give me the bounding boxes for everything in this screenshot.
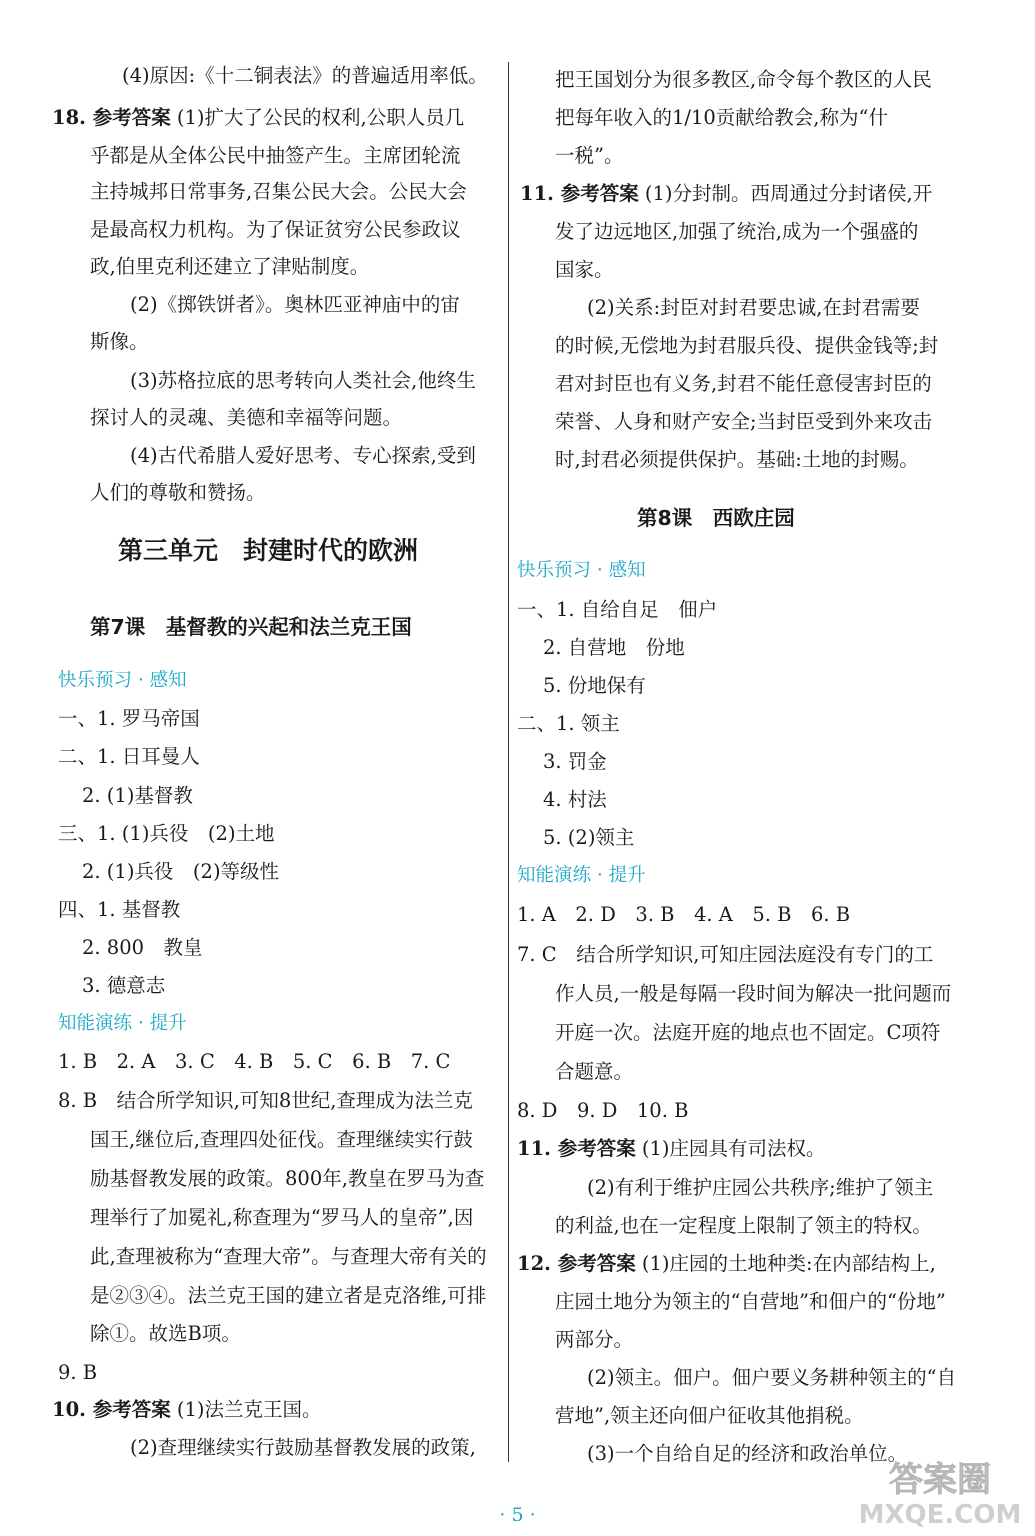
- answer-label: 11. 参考答案: [520, 182, 639, 205]
- text-line: 9. B: [58, 1361, 98, 1384]
- text-line: (4)古代希腊人爱好思考、专心探索,受到: [130, 444, 476, 467]
- unit-title: 第三单元 封建时代的欧洲: [118, 536, 419, 565]
- answer-label: 10. 参考答案: [52, 1398, 171, 1421]
- text-line: 二、1. 领主: [517, 712, 620, 735]
- answer-text: (1)扩大了公民的权利,公职人员几: [170, 106, 465, 129]
- text-line: 斯像。: [90, 330, 149, 353]
- text-line: 国王,继位后,查理四处征伐。查理继续实行鼓: [90, 1128, 473, 1151]
- text-line: 的利益,也在一定程度上限制了领主的特权。: [555, 1214, 932, 1237]
- text-line: (4)原因:《十二铜表法》的普遍适用率低。: [122, 64, 488, 87]
- text-line: 2. (1)兵役 (2)等级性: [82, 860, 280, 883]
- text-line: 的时候,无偿地为封君服兵役、提供金钱等;封: [555, 334, 939, 357]
- answer-text: (1)法兰克王国。: [170, 1398, 322, 1421]
- text-line: 合题意。: [555, 1060, 634, 1083]
- text-line: 一、1. 罗马帝国: [58, 707, 200, 730]
- text-line: (2)领主。佃户。佃户要义务耕种领主的“自: [587, 1366, 957, 1389]
- text-line: 二、1. 日耳曼人: [58, 745, 200, 768]
- text-line: 两部分。: [555, 1328, 634, 1351]
- text-line: 此,查理被称为“查理大帝”。与查理大帝有关的: [90, 1245, 487, 1268]
- text-line: 3. 德意志: [82, 974, 166, 997]
- text-line: (3)苏格拉底的思考转向人类社会,他终生: [130, 369, 476, 392]
- watermark-text-cn: 答案圈: [889, 1460, 991, 1500]
- column-divider: [508, 62, 509, 1462]
- text-line: 是②③④。法兰克王国的建立者是克洛维,可排: [90, 1284, 487, 1307]
- text-line: 一税”。: [555, 144, 624, 167]
- answer-label: 11. 参考答案: [517, 1137, 636, 1160]
- text-line: 主持城邦日常事务,召集公民大会。公民大会: [90, 180, 467, 203]
- text-line: 把每年收入的1/10贡献给教会,称为“什: [555, 106, 888, 129]
- text-line: 2. (1)基督教: [82, 784, 193, 807]
- answer-line: [517, 1131, 826, 1167]
- text-line: 发了边远地区,加强了统治,成为一个强盛的: [555, 220, 919, 243]
- section-heading: 快乐预习 · 感知: [517, 560, 646, 581]
- section-heading: 快乐预习 · 感知: [58, 670, 187, 691]
- text-line: 2. 800 教皇: [82, 936, 203, 959]
- lesson-title: 第8课 西欧庄园: [637, 506, 795, 530]
- text-line: 作人员,一般是每隔一段时间为解决一批问题而: [555, 982, 952, 1005]
- text-line: 四、1. 基督教: [58, 898, 181, 921]
- text-line: 8. B 结合所学知识,可知8世纪,查理成为法兰克: [58, 1089, 473, 1112]
- text-line: 荣誉、人身和财产安全;当封臣受到外来攻击: [555, 410, 933, 433]
- text-line: 政,伯里克利还建立了津贴制度。: [90, 255, 370, 278]
- answer-text: (1)庄园的土地种类:在内部结构上,: [635, 1252, 936, 1275]
- lesson-title: 第7课 基督教的兴起和法兰克王国: [90, 615, 412, 639]
- section-heading: 知能演练 · 提升: [517, 865, 646, 886]
- text-line: 时,封君必须提供保护。基础:土地的封赐。: [555, 448, 919, 471]
- text-line: 2. 自营地 份地: [543, 636, 685, 659]
- answer-text: (1)庄园具有司法权。: [635, 1137, 826, 1160]
- text-line: 乎都是从全体公民中抽签产生。主席团轮流: [90, 144, 461, 167]
- text-line: (3)一个自给自足的经济和政治单位。: [587, 1442, 908, 1465]
- text-line: 是最高权力机构。为了保证贫穷公民参政议: [90, 218, 461, 241]
- answer-line: [52, 100, 464, 136]
- text-line: 开庭一次。法庭开庭的地点也不固定。C项符: [555, 1021, 941, 1044]
- text-line: (2)关系:封臣对封君要忠诚,在封君需要: [587, 296, 920, 319]
- answer-line: [52, 1392, 322, 1428]
- text-line: 君对封臣也有义务,封君不能任意侵害封臣的: [555, 372, 932, 395]
- text-line: 探讨人的灵魂、美德和幸福等问题。: [90, 406, 403, 429]
- section-heading: 知能演练 · 提升: [58, 1013, 187, 1034]
- text-line: (2)查理继续实行鼓励基督教发展的政策,: [130, 1436, 476, 1459]
- text-line: 1. B 2. A 3. C 4. B 5. C 6. B 7. C: [58, 1050, 451, 1073]
- text-line: 8. D 9. D 10. B: [517, 1099, 689, 1122]
- text-line: 除①。故选B项。: [90, 1322, 241, 1345]
- text-line: 励基督教发展的政策。800年,教皇在罗马为查: [90, 1167, 485, 1190]
- watermark-logo: [845, 1455, 1025, 1530]
- text-line: 三、1. (1)兵役 (2)土地: [58, 822, 275, 845]
- watermark-text-en: MXQE.COM: [858, 1500, 1022, 1530]
- text-line: 3. 罚金: [543, 750, 607, 773]
- text-line: 理举行了加冕礼,称查理为“罗马人的皇帝”,因: [90, 1206, 474, 1229]
- text-line: 国家。: [555, 258, 614, 281]
- answer-label: 12. 参考答案: [517, 1252, 636, 1275]
- text-line: (2)《掷铁饼者》。奥林匹亚神庙中的宙: [130, 293, 460, 316]
- text-line: 人们的尊敬和赞扬。: [90, 481, 266, 504]
- text-line: 5. (2)领主: [543, 826, 635, 849]
- answer-line: [520, 176, 932, 212]
- text-line: 庄园土地分为领主的“自营地”和佃户的“份地”: [555, 1290, 946, 1313]
- text-line: 7. C 结合所学知识,可知庄园法庭没有专门的工: [517, 943, 934, 966]
- text-line: 把王国划分为很多教区,命令每个教区的人民: [555, 68, 932, 91]
- text-line: 一、1. 自给自足 佃户: [517, 598, 718, 621]
- text-line: 营地”,领主还向佃户征收其他捐税。: [555, 1404, 864, 1427]
- text-line: 1. A 2. D 3. B 4. A 5. B 6. B: [517, 903, 851, 926]
- text-line: 4. 村法: [543, 788, 607, 811]
- text-line: (2)有利于维护庄园公共秩序;维护了领主: [587, 1176, 934, 1199]
- answer-text: (1)分封制。西周通过分封诸侯,开: [638, 182, 933, 205]
- page-number: · 5 ·: [499, 1504, 536, 1526]
- answer-label: 18. 参考答案: [52, 106, 171, 129]
- text-line: 5. 份地保有: [543, 674, 646, 697]
- answer-line: [517, 1246, 936, 1282]
